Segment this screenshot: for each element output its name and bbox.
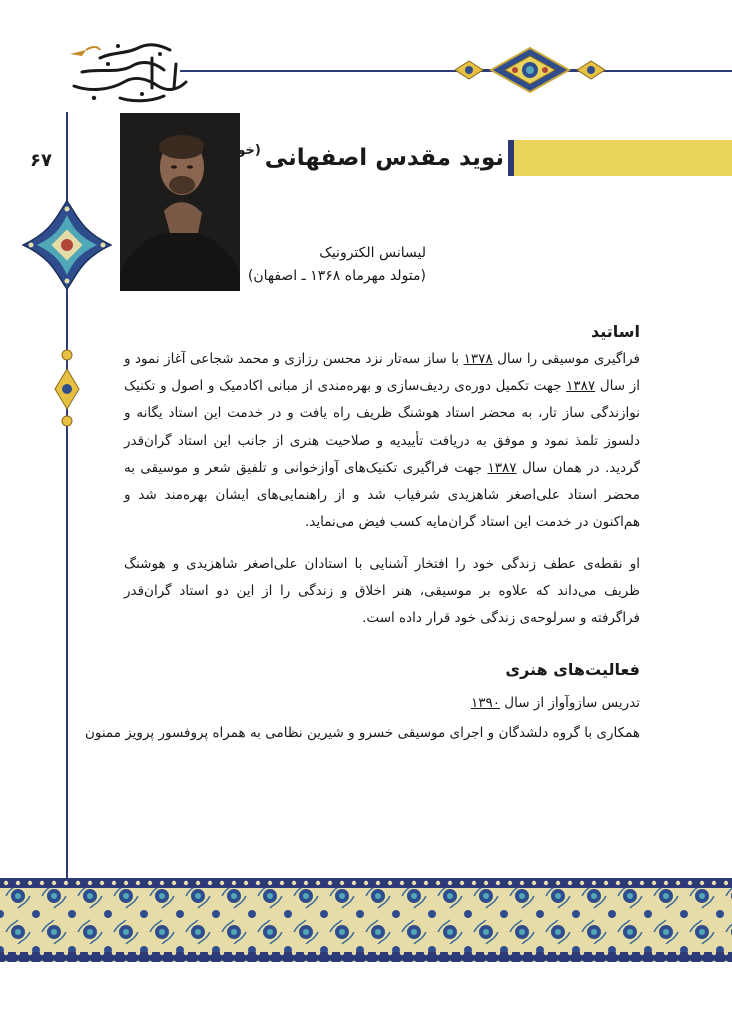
- paragraph-segment: با ساز سه‌تار نزد محسن رزازی و محمد شجاعی آغاز نمود و از سال: [124, 351, 640, 395]
- artist-birth: (متولد مهرماه ۱۳۶۸ ـ اصفهان): [247, 268, 426, 284]
- floral-border-icon: [0, 878, 732, 962]
- activity-item: [471, 695, 640, 711]
- teachers-heading: اساتید: [590, 322, 640, 341]
- artist-role: (خواننده): [201, 142, 261, 158]
- teachers-paragraph-1: [124, 346, 640, 536]
- side-medallion-icon: [22, 200, 112, 290]
- artist-name: نوید مقدس اصفهانی: [264, 145, 504, 171]
- artist-degree: لیسانس الکترونیک: [319, 245, 426, 261]
- activity-item: همکاری با گروه دلشدگان و اجرای موسیقی خسرو و شیرین نظامی به همراه پروفسور پرویز ممنون: [84, 725, 640, 741]
- calligraphy-logo-icon: [60, 28, 200, 112]
- activities-heading: فعالیت‌های هنری: [505, 660, 640, 679]
- paragraph-segment: فراگیری موسیقی را سال: [492, 351, 641, 367]
- teachers-paragraph-2: او نقطه‌ی عطف زندگی خود را افتخار آشنایی با استادان علی‌اصغر شاهزیدی و هوشنگ ظریف می‌داند که علاوه بر موسیقی، هنر اخلاق و زندگی را از این دو استاد گران‌قدر فراگرفته و سرلوحه‌ی زندگی خود قرار داده است.: [124, 556, 640, 627]
- header-ornament-icon: [455, 45, 605, 95]
- paragraph-segment: جهت تکمیل دوره‌ی ردیف‌سازی و بهره‌مندی از مبانی اکادمیک و اصول و تکنیک نوازندگی ساز تار، به محضر استاد هوشنگ ظریف راه یافت و در خدمت این استاد یگانه و دلسوز تلمذ نمود و موفق به دریافت تأییدیه و صلاحیت هنری از جانب این استاد گران‌قدر گردید. در همان سال: [124, 378, 641, 476]
- page-number: ۶۷: [30, 150, 52, 171]
- paragraph-segment: جهت فراگیری تکنیک‌های آوازخوانی و تلفیق شعر و موسیقی به محضر استاد علی‌اصغر شاهزیدی شرفیاب شد و از راهنمایی‌های ایشان بهره‌مند شد و هم‌اکنون در خدمت این استاد گران‌مایه کسب فیض می‌نماید.: [124, 459, 640, 531]
- activity-item-year: ۱۳۹۰: [470, 695, 500, 711]
- title-highlight-bar: [510, 140, 732, 176]
- title-bar-accent: [508, 140, 514, 176]
- side-pendant-icon: [53, 345, 81, 435]
- artist-heading: [202, 140, 504, 176]
- underlined-year: ۱۳۸۷: [487, 459, 517, 476]
- activity-item-text: تدریس سازوآواز از سال: [499, 695, 640, 711]
- underlined-year: ۱۳۸۷: [566, 378, 596, 395]
- underlined-year: ۱۳۷۸: [463, 351, 493, 367]
